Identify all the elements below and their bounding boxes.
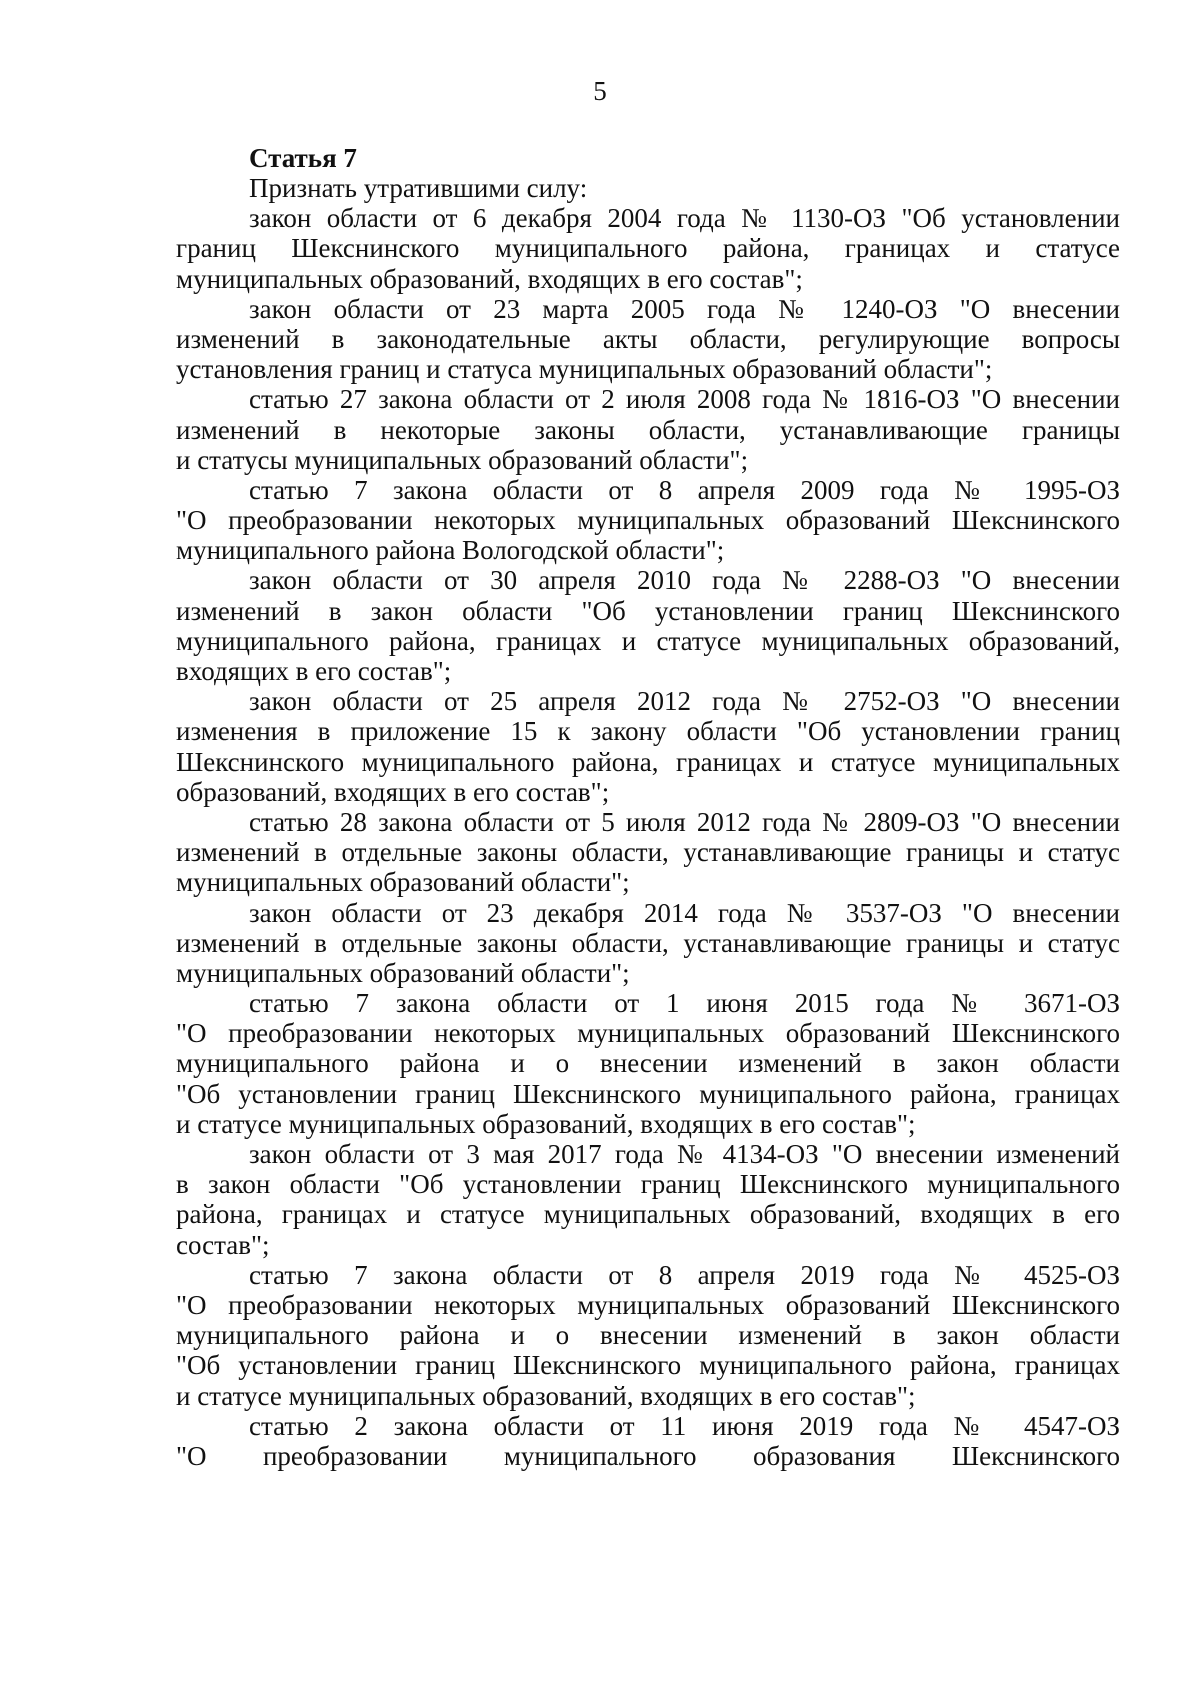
text-line: образований, входящих в его состав"; <box>176 776 610 807</box>
text-line: "О преобразовании некоторых муниципальных образований Шекснинского <box>176 1018 1120 1049</box>
paragraph <box>176 988 1120 1139</box>
text-line: муниципального района и о внесении изменений в закон области <box>176 1320 1120 1351</box>
page-number: 5 <box>593 76 607 106</box>
text-line: изменений в отдельные законы области, устанавливающие границы и статус <box>176 927 1120 958</box>
text-line: закон области от 6 декабря 2004 года № 1130-ОЗ "Об установлении <box>249 203 1120 234</box>
paragraph-list <box>176 173 1120 1471</box>
text-line: муниципальных образований области"; <box>176 867 630 898</box>
paragraph <box>176 1411 1120 1471</box>
paragraph <box>176 384 1120 475</box>
paragraph <box>176 203 1120 294</box>
document-body <box>176 143 1120 1471</box>
paragraph <box>176 475 1120 566</box>
article-heading: Статья 7 <box>249 143 357 173</box>
text-line: муниципальных образований области"; <box>176 957 630 988</box>
paragraph <box>176 1260 1120 1411</box>
text-line: "Об установлении границ Шекснинского муниципального района, границах <box>176 1350 1120 1381</box>
text-line: закон области от 23 декабря 2014 года № 3537-ОЗ "О внесении <box>249 897 1120 928</box>
text-line: закон области от 30 апреля 2010 года № 2288-ОЗ "О внесении <box>249 565 1120 596</box>
paragraph <box>176 565 1120 686</box>
text-line: и статусе муниципальных образований, входящих в его состав"; <box>176 1108 916 1139</box>
text-line: изменений в законодательные акты области, регулирующие вопросы <box>176 323 1120 354</box>
paragraph <box>176 898 1120 989</box>
text-line: муниципального района и о внесении изменений в закон области <box>176 1048 1120 1079</box>
paragraph <box>176 294 1120 385</box>
text-line: статью 28 закона области от 5 июля 2012 года № 2809-ОЗ "О внесении <box>249 806 1120 837</box>
text-line: статью 7 закона области от 1 июня 2015 года № 3671-ОЗ <box>249 988 1120 1019</box>
text-line: входящих в его состав"; <box>176 656 452 686</box>
text-line: муниципального района Вологодской области"; <box>176 535 725 566</box>
text-line: муниципального района, границах и статусе муниципальных образований, <box>176 625 1120 656</box>
text-line: в закон области "Об установлении границ Шекснинского муниципального <box>176 1169 1120 1200</box>
text-line: района, границах и статусе муниципальных образований, входящих в его <box>176 1199 1120 1230</box>
text-line: "О преобразовании некоторых муниципальных образований Шекснинского <box>176 1289 1120 1320</box>
text-line: и статусы муниципальных образований области"; <box>176 444 749 475</box>
paragraph <box>176 1139 1120 1260</box>
text-line: муниципальных образований, входящих в его состав"; <box>176 263 803 294</box>
text-line: статью 2 закона области от 11 июня 2019 года № 4547-ОЗ <box>249 1410 1120 1441</box>
text-line: закон области от 25 апреля 2012 года № 2752-ОЗ "О внесении <box>249 686 1120 717</box>
text-line: "О преобразовании муниципального образования Шекснинского <box>176 1440 1120 1471</box>
text-line: статью 27 закона области от 2 июля 2008 года № 1816-ОЗ "О внесении <box>249 384 1120 415</box>
text-line: изменений в некоторые законы области, устанавливающие границы <box>176 414 1120 445</box>
paragraph <box>176 173 1120 203</box>
text-line: закон области от 23 марта 2005 года № 1240-ОЗ "О внесении <box>249 293 1120 324</box>
text-line: "Об установлении границ Шекснинского муниципального района, границах <box>176 1078 1120 1109</box>
text-line: закон области от 3 мая 2017 года № 4134-ОЗ "О внесении изменений <box>249 1139 1120 1169</box>
paragraph <box>176 807 1120 898</box>
text-line: "О преобразовании некоторых муниципальных образований Шекснинского <box>176 505 1120 536</box>
text-line: состав"; <box>176 1229 270 1260</box>
paragraph <box>176 686 1120 807</box>
text-line: изменения в приложение 15 к закону области "Об установлении границ <box>176 716 1120 747</box>
text-line: статью 7 закона области от 8 апреля 2009 года № 1995-ОЗ <box>249 474 1120 505</box>
text-line: изменений в закон области "Об установлении границ Шекснинского <box>176 595 1120 626</box>
text-line: статью 7 закона области от 8 апреля 2019 года № 4525-ОЗ <box>249 1259 1120 1290</box>
text-line: установления границ и статуса муниципальных образований области"; <box>176 354 993 385</box>
text-line: Признать утратившими силу: <box>249 173 588 203</box>
text-line: границ Шекснинского муниципального района, границах и статусе <box>176 233 1120 264</box>
text-line: и статусе муниципальных образований, входящих в его состав"; <box>176 1380 916 1411</box>
text-line: изменений в отдельные законы области, устанавливающие границы и статус <box>176 837 1120 868</box>
text-line: Шекснинского муниципального района, границах и статусе муниципальных <box>176 746 1120 777</box>
